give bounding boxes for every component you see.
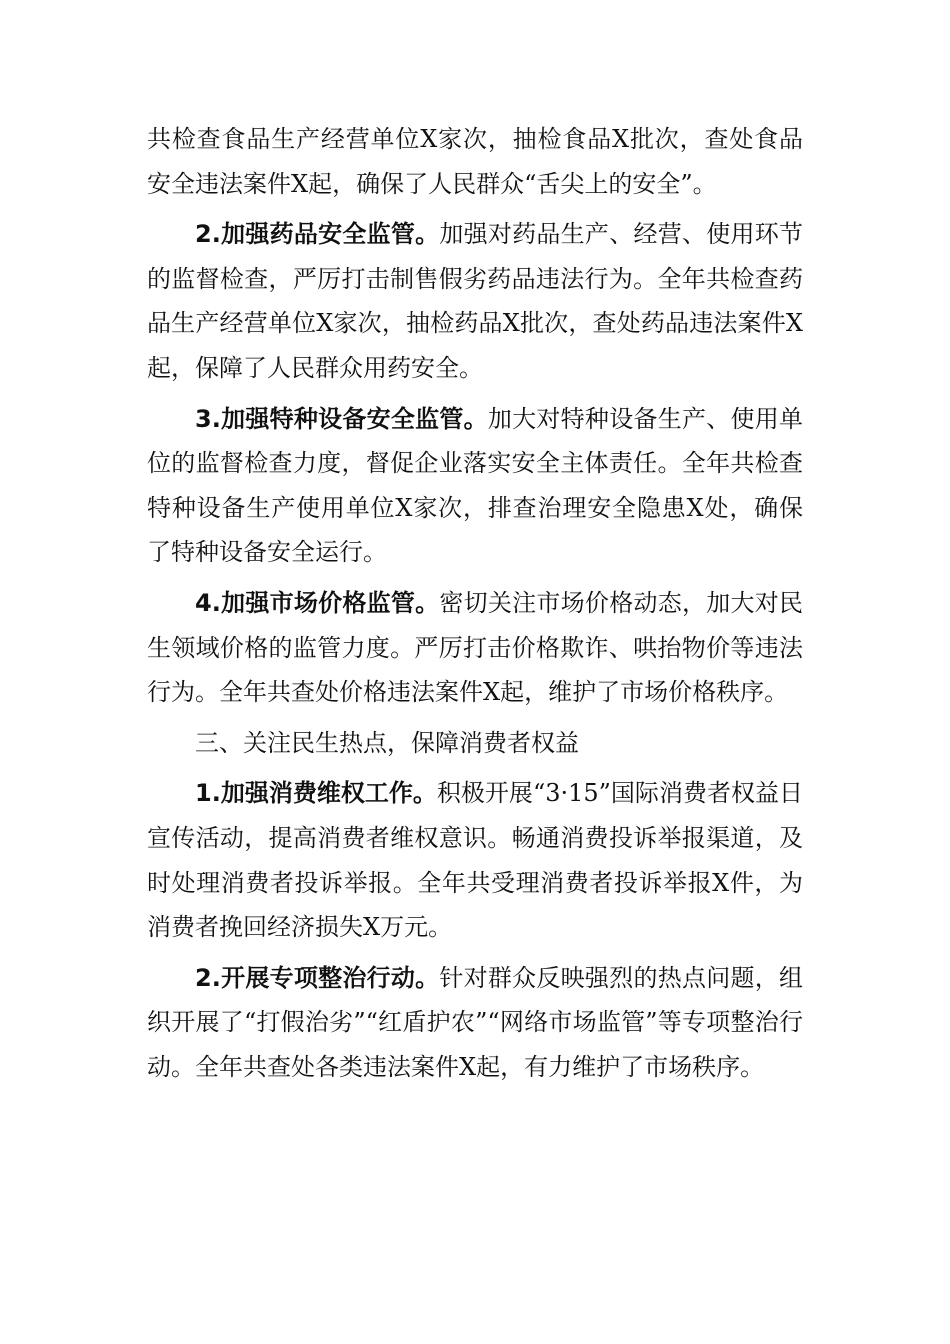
item-lead: 4.加强市场价格监管。	[195, 588, 440, 617]
item-text: 加强对药品生产、经营、使用环节的监督检查，严厉打击制售假劣药品违法行为。全年共检查药品生产经营单位X家次，抽检药品X批次，查处药品违法案件X起，保障了人民群众用药安全。	[147, 220, 803, 382]
item-consumer-rights	[147, 771, 803, 949]
item-text: 密切关注市场价格动态，加大对民生领域价格的监管力度。严厉打击价格欺诈、哄抬物价等违法行为。全年共查处价格违法案件X起，维护了市场价格秩序。	[147, 588, 803, 707]
item-text: 针对群众反映强烈的热点问题，组织开展了“打假治劣”“红盾护农”“网络市场监管”等专项整治行动。全年共查处各类违法案件X起，有力维护了市场秩序。	[147, 963, 803, 1081]
item-lead: 1.加强消费维权工作。	[195, 779, 437, 808]
paragraph-text: 共检查食品生产经营单位X家次，抽检食品X批次，查处食品安全违法案件X起，确保了人民群众“舌尖上的安全”。	[147, 125, 803, 198]
item-text: 加大对特种设备生产、使用单位的监督检查力度，督促企业落实安全主体责任。全年共检查特种设备生产使用单位X家次，排查治理安全隐患X处，确保了特种设备安全运行。	[147, 404, 803, 567]
section-heading: 三、关注民生热点，保障消费者权益	[195, 728, 579, 757]
item-special-equipment	[147, 397, 803, 575]
item-lead: 2.加强药品安全监管。	[195, 220, 440, 249]
document-body	[147, 117, 803, 1089]
item-text: 积极开展“3·15”国际消费者权益日宣传活动，提高消费者维权意识。畅通消费投诉举报渠道，及时处理消费者投诉举报。全年共受理消费者投诉举报X件，为消费者挽回经济损失X万元。	[147, 779, 803, 942]
item-special-rectification	[147, 956, 803, 1090]
continued-paragraph-food-safety	[147, 117, 803, 206]
item-price-supervision	[147, 581, 803, 715]
item-lead: 3.加强特种设备安全监管。	[195, 404, 488, 433]
item-lead: 2.开展专项整治行动。	[195, 963, 440, 992]
item-drug-safety	[147, 212, 803, 390]
